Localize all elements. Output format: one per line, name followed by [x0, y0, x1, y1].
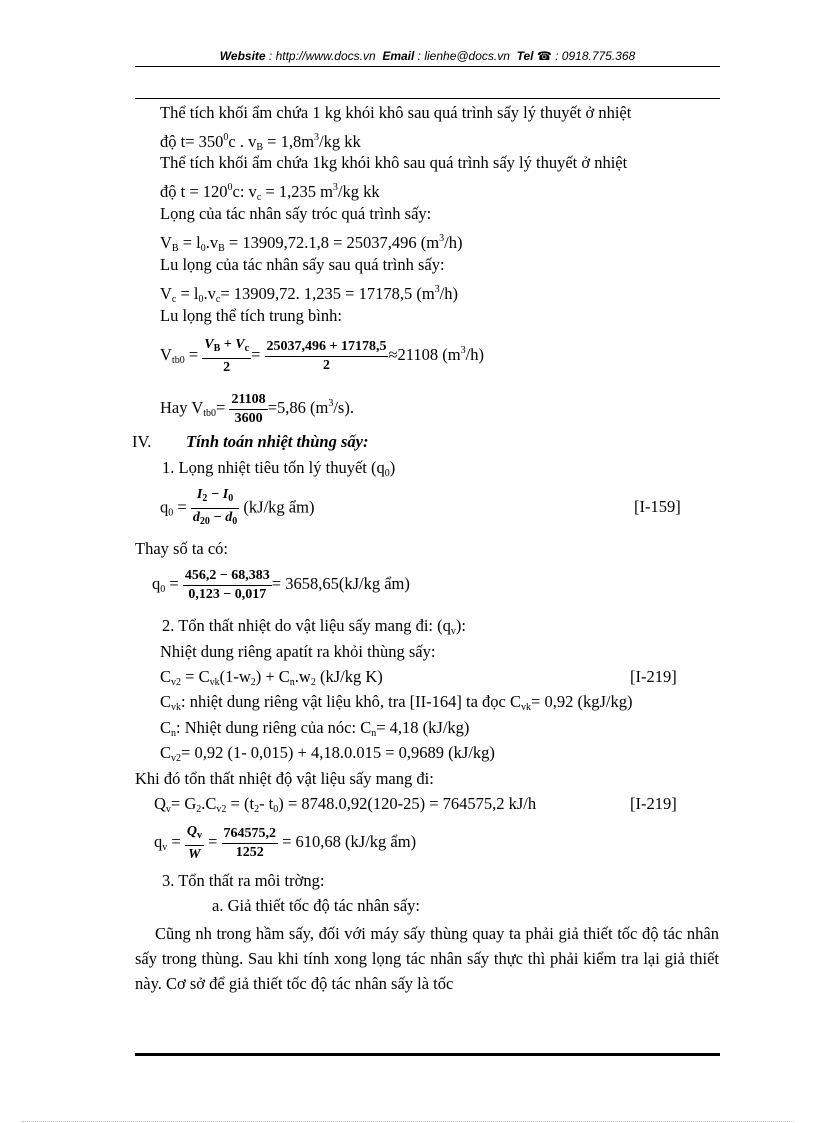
- text-line: 1. Lọng nhiệt tiêu tốn lý thuyết $(q_0)$: [162, 458, 396, 479]
- text-line: $C_{vk}$: nhiệt dung riêng vật liệu khô, tra [II-164] ta đọc $C_{vk}= 0,92$ (kgJ/kg): [160, 692, 633, 713]
- text-line: 2. Tổn thất nhiệt do vật liệu sấy mang đi: $(q_v)$:: [162, 616, 466, 637]
- header-rule-2: [135, 98, 720, 99]
- reference: [I-159]: [634, 497, 681, 516]
- website-value: : http://www.docs.vn: [268, 49, 376, 63]
- header-rule: [135, 66, 720, 67]
- text-line: Lọng của tác nhân sấy tróc quá trình sấy:: [160, 204, 432, 223]
- equation: $q_0$ = $\frac{I_2 - I_0}{d_{20} - d_0}$ (kJ/kg ẩm): [160, 486, 314, 533]
- equation: Hay $V_{tb0}=$ $\frac{21108}{3600}$ =5,86 $(m^3/s)$.: [160, 391, 354, 426]
- text-line: Thể tích khối ẩm chứa 1 kg khói khô sau quá trình sấy lý thuyết ở nhiệt: [160, 103, 632, 122]
- equation: $V_c = l_0.v_c= 13909,72$. 1,235 = 17178,5 $(m^3/h)$: [160, 284, 459, 305]
- tel-label: Tel: [516, 49, 534, 63]
- equation: $q_0$ = $\frac{456,2 - 68,383}{0,123 - 0,017}$ = 3658,65(kJ/kg ẩm): [152, 567, 410, 602]
- fraction: $\frac{Q_v}{W}$: [186, 823, 202, 862]
- fraction: $\frac{456,2 - 68,383}{0,123 - 0,017}$: [184, 567, 270, 602]
- phone-icon: ☎: [536, 49, 552, 63]
- equation: $q_v$ = $\frac{Q_v}{W}$ = $\frac{764575,2}{1252}$ = 610,68 (kJ/kg ẩm): [154, 823, 417, 862]
- footer-rule: [135, 1053, 720, 1056]
- reference: [I-219]: [630, 667, 677, 686]
- fraction: $\frac{25037,496 + 17178,5}{2}$: [266, 338, 387, 373]
- text-line: Thay số ta có:: [135, 539, 229, 558]
- fraction: $\frac{V_B + V_c}{2}$: [204, 336, 250, 375]
- equation: $C_{v2}= 0,92$ (1- 0,015) + 4,18.0.015 = 0,9689 (kJ/kg): [160, 743, 495, 764]
- text-line: Khi đó tổn thất nhiệt độ vật liệu sấy mang đi:: [135, 769, 434, 788]
- equation: $V_B = l_0.v_B = 13909,72.1,8 = 25037,496$ $(m^3/h)$: [160, 233, 463, 254]
- section-number: IV.: [132, 432, 152, 451]
- fraction: $\frac{764575,2}{1252}$: [223, 825, 276, 860]
- text-line: Nhiệt dung riêng apatít ra khỏi thùng sấy:: [160, 642, 436, 661]
- email-label: Email: [382, 49, 415, 63]
- equation: $Q_v= G_2.C_{v2} = (t_2-$ $t_0) = 8748.0,92(120-25) = 764575,2$ kJ/h: [154, 794, 537, 815]
- text-line: Lu lọng của tác nhân sấy sau quá trình sấy:: [160, 255, 445, 274]
- tel-value: : 0918.775.368: [555, 49, 636, 63]
- text-line: 3. Tổn thất ra môi trờng:: [162, 871, 325, 890]
- equation: $C_{v2} = C_{vk}(1-w_2) + C_n.w_2$ (kJ/kg K): [160, 667, 383, 688]
- reference: [I-219]: [630, 794, 677, 813]
- email-value: : lienhe@docs.vn: [417, 49, 510, 63]
- fraction: $\frac{I_2 - I_0}{d_{20} - d_0}$: [192, 487, 238, 527]
- paragraph: Cũng nh trong hầm sấy, đối với máy sấy thùng quay ta phải giả thiết tốc độ tác nhân sấy trong thùng. Sau khi tính xong lọng tác nhân sấy thực thì phải kiểm tra lại giả thiết này. Cơ sở để giả thiết tốc độ tác nhân sấy là tốc: [135, 924, 719, 993]
- fraction: $\frac{21108}{3600}$: [231, 391, 266, 426]
- equation: $V_{tb0}$ = $\frac{V_B + V_c}{2}$ = $\frac{25037,496 + 17178,5}{2}$ ≈21108 $(m^3/h)$: [160, 336, 484, 375]
- text-line: Thể tích khối ẩm chứa 1kg khói khô sau quá trình sấy lý thuyết ở nhiệt: [160, 153, 628, 172]
- section-title: Tính toán nhiệt thùng sấy:: [186, 432, 369, 451]
- website-label: Website: [219, 49, 266, 63]
- text-line: độ $t = 120^0c$: $v_c = 1,235$ $m^3/kg$ kk: [160, 182, 380, 203]
- page-edge: [22, 1121, 794, 1122]
- text-line: a. Giả thiết tốc độ tác nhân sấy:: [212, 896, 421, 915]
- text-line: $C_n$: Nhiệt dung riêng của nóc: $C_n= 4,18$ (kJ/kg): [160, 718, 470, 739]
- text-line: độ $t= 350^0c$ . $v_B = 1,8m^3/kg$ kk: [160, 132, 361, 153]
- page-header: [135, 49, 720, 63]
- text-line: Lu lọng thể tích trung bình:: [160, 306, 342, 325]
